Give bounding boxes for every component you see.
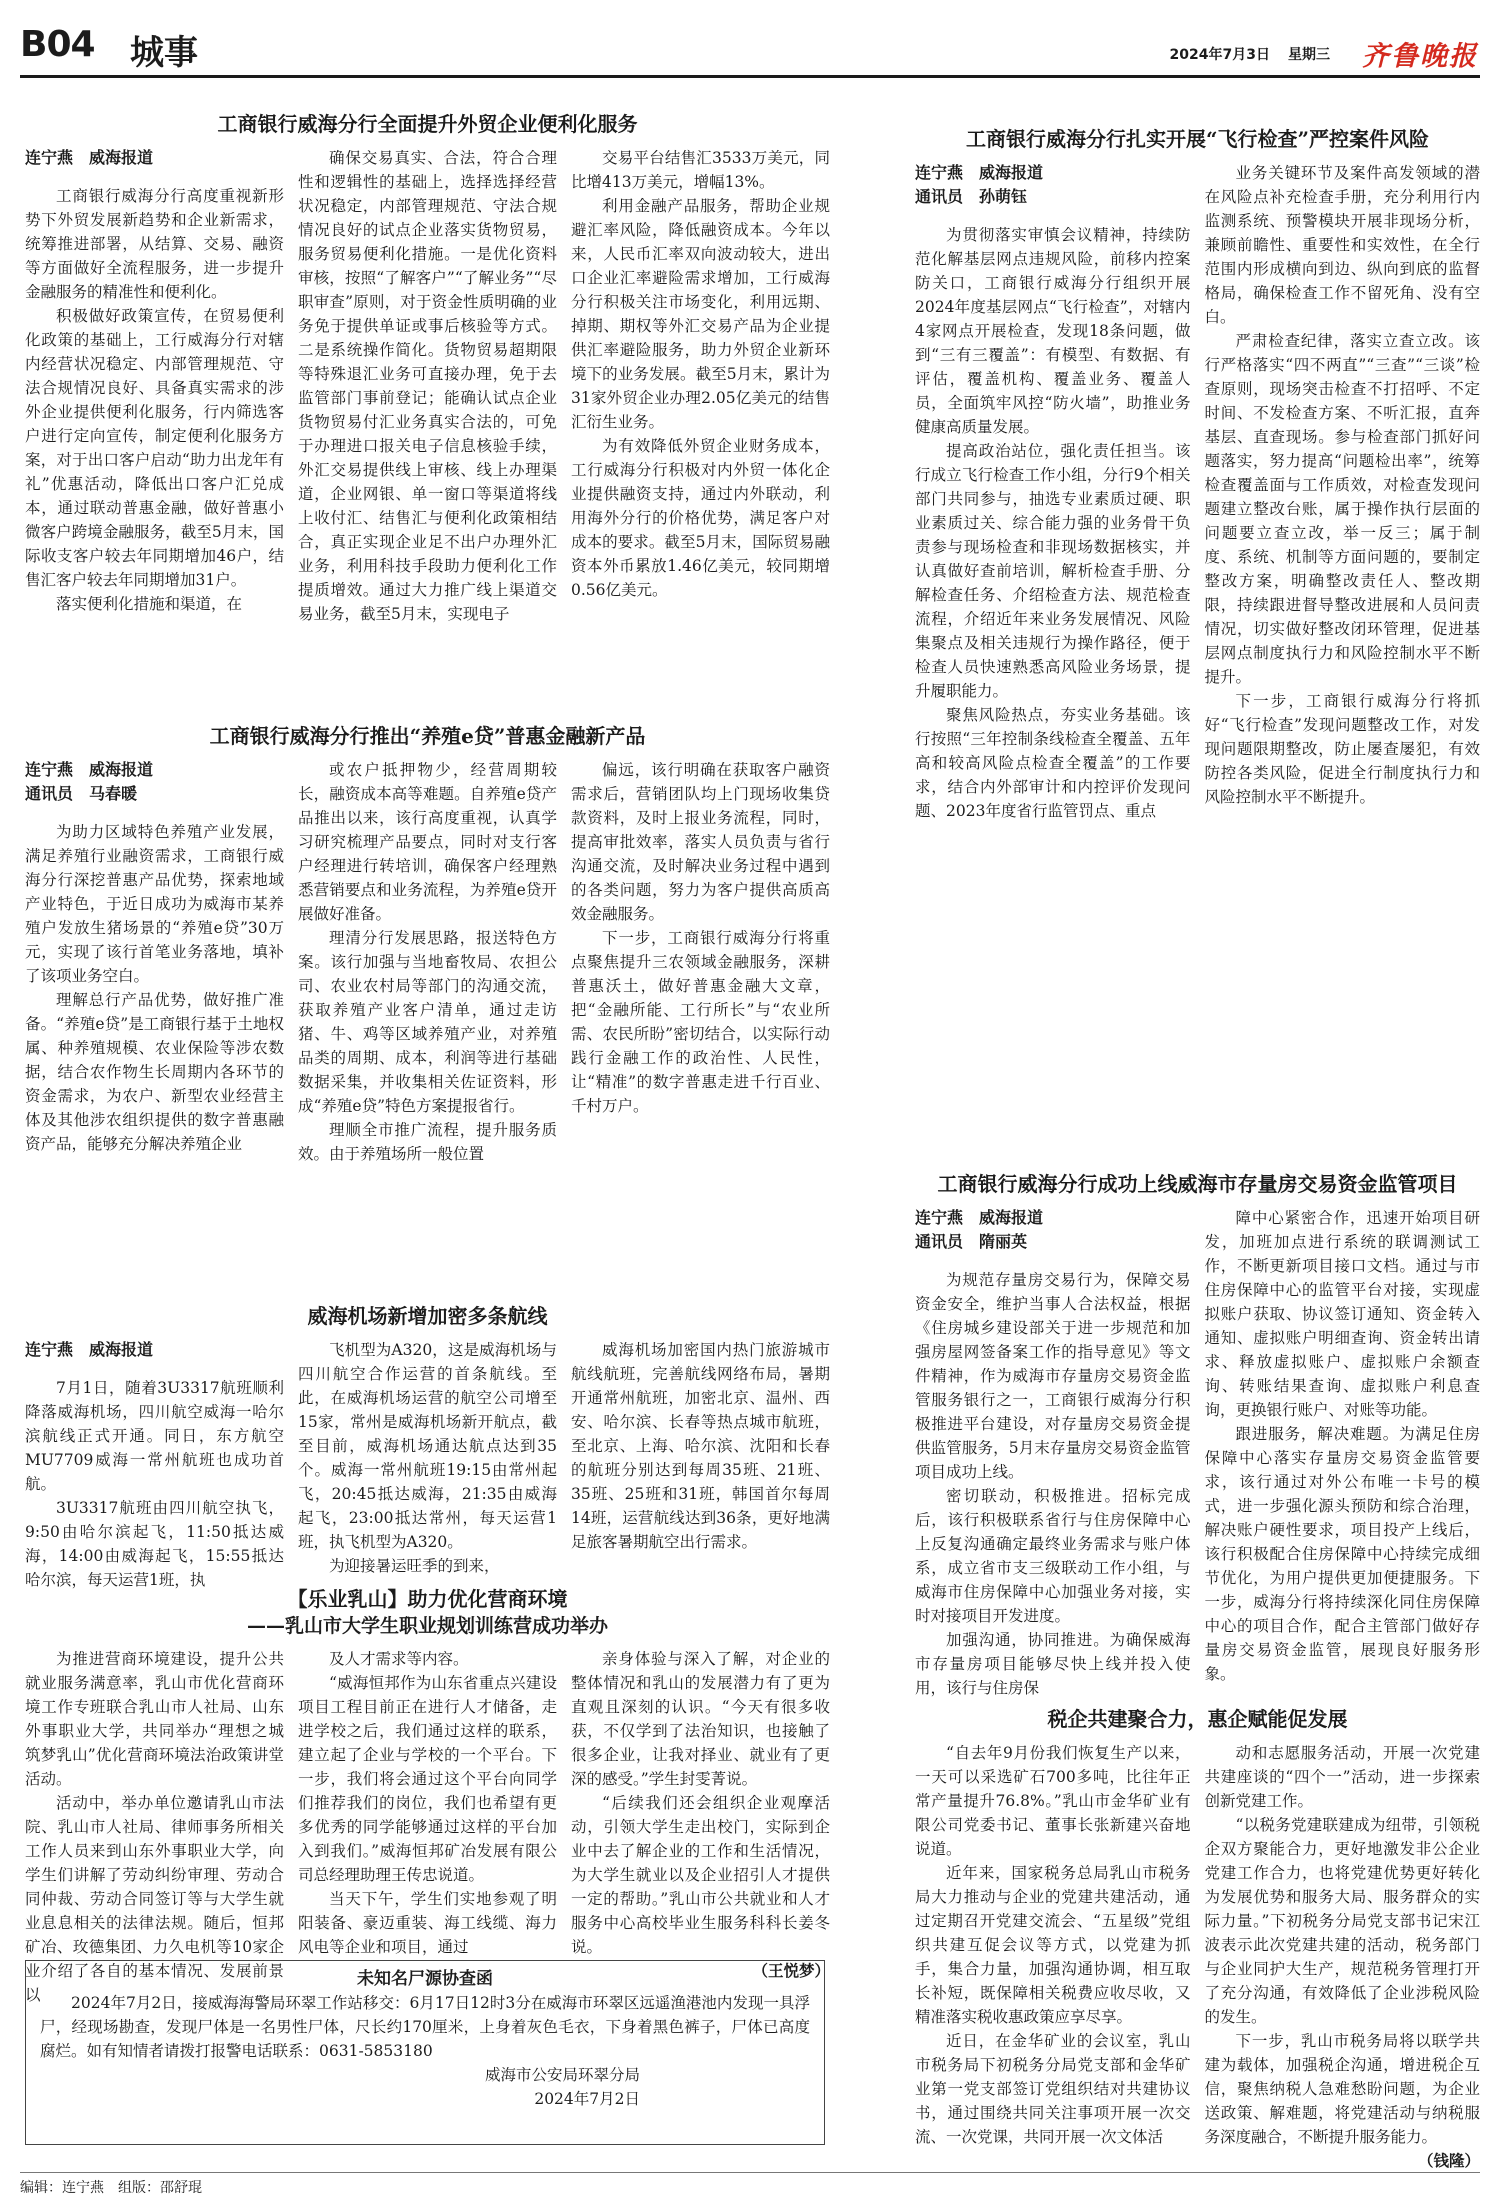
editor-credit: 编辑：连宁燕 组版：邵舒琨	[20, 2180, 202, 2196]
article-column	[298, 146, 557, 626]
article-tax-enterprise	[915, 1705, 1480, 2170]
article-signature: （钱隆）	[1417, 2151, 1480, 2170]
article-title: 工商银行威海分行推出“养殖e贷”普惠金融新产品	[209, 724, 646, 748]
article-paragraph: 密切联动，积极推进。招标完成后，该行积极联系省行与住房保障中心上反复沟通确定最终业务需求与账户体系，成立省市支三级联动工作小组，与威海市住房保障中心加强业务对接，实时对接项目开发进度。	[915, 1487, 1191, 1625]
article-title: 威海机场新增加密多条航线	[307, 1304, 548, 1328]
article-paragraph: 理解总行产品优势，做好推广准备。“养殖e贷”是工商银行基于土地权属、种养殖规模、农业保险等涉农数据，结合农作物生长周期内各环节的资金需求，为农户、新型农业经营主体及其他涉农组织提供的数字普惠融资产品，能够充分解决养殖企业	[25, 991, 284, 1153]
article-column	[915, 161, 1191, 823]
article-columns	[25, 1338, 830, 1592]
article-paragraph: 利用金融产品服务，帮助企业规避汇率风险，降低融资成本。今年以来，人民币汇率双向波动较大，进出口企业汇率避险需求增加，工行威海分行积极关注市场变化，利用远期、掉期、期权等外汇交易产品为企业提供汇率避险服务，助力外贸企业新环境下的业务发展。截至5月末，累计为31家外贸企业办理2.05亿美元的结售汇衍生业务。	[571, 197, 830, 431]
article-column	[298, 1338, 557, 1592]
article-paragraph: 障中心紧密合作，迅速开始项目研发，加班加点进行系统的联调测试工作，不断更新项目接口文档。通过与市住房保障中心的监管平台对接，实现虚拟账户获取、协议签订通知、资金转入通知、虚拟账户明细查询、资金转出请求、释放虚拟账户、虚拟账户余额查询、转账结果查询、虚拟账户利息查询，更换银行账户、对账等功能。	[1204, 1209, 1480, 1419]
article-paragraph: 为迎接暑运旺季的到来，	[329, 1557, 500, 1575]
article-title: 【乐业乳山】助力优化营商环境	[287, 1587, 568, 1611]
article-paragraph: 3U3317航班由四川航空执飞，9:50由哈尔滨起飞，11:50抵达威海，14:00由威海起飞，15:55抵达哈尔滨，每天运营1班，执	[25, 1499, 284, 1589]
article-paragraph: “后续我们还会组织企业观摩活动，引领大学生走出校门，实际到企业中去了解企业的工作和生活情况，为大学生就业以及企业招引人才提供一定的帮助。”乳山市公共就业和人才服务中心高校毕业生服务科科长姜冬说。	[571, 1794, 830, 1956]
article-column	[1205, 1206, 1481, 1700]
article-columns	[25, 1647, 830, 2007]
article-paragraph: 或农户抵押物少，经营周期较长，融资成本高等难题。自养殖e贷产品推出以来，该行高度重视，认真学习研究梳理产品要点，同时对支行客户经理进行转培训，确保客户经理熟悉营销要点和业务流程，为养殖e贷开展做好准备。	[298, 761, 557, 923]
article-columns	[915, 1206, 1480, 1700]
article-paragraph: 业务关键环节及案件高发领域的潜在风险点补充检查手册，充分利用行内监测系统、预警模块开展非现场分析，兼顾前瞻性、重要性和实效性，在全行范围内形成横向到边、纵向到底的监督格局，确保检查工作不留死角、没有空白。	[1204, 164, 1480, 326]
article-paragraph: 为规范存量房交易行为，保障交易资金安全，维护当事人合法权益，根据《住房城乡建设部关于进一步规范和加强房屋网签备案工作的指导意见》等文件精神，作为威海市存量房交易资金监管服务银行之一，工商银行威海分行积极推进平台建设，对存量房交易资金提供监管服务，5月末存量房交易资金监管项目成功上线。	[915, 1271, 1191, 1481]
article-column	[25, 758, 284, 1166]
article-paragraph: 落实便利化措施和渠道，在	[56, 595, 243, 613]
article-column	[25, 146, 284, 626]
article-paragraph: 理顺全市推广流程，提升服务质效。由于养殖场所一般位置	[298, 1121, 557, 1163]
newspaper-masthead: 齐鲁晚报	[1362, 41, 1478, 72]
article-columns	[915, 161, 1480, 823]
article-subtitle: ——乳山市大学生职业规划训练营成功举办	[246, 1615, 608, 1637]
article-paragraph: 亲身体验与深入了解，对企业的整体情况和乳山的发展潜力有了更为直观且深刻的认识。“今天有很多收获，不仅学到了法治知识，也接触了很多企业，让我对择业、就业有了更深的感受。”学生封雯菁说。	[571, 1650, 830, 1788]
article-paragraph: 为推进营商环境建设，提升公共就业服务满意率，乳山市优化营商环境工作专班联合乳山市人社局、山东外事职业大学，共同举办“理想之城 筑梦乳山”优化营商环境法治政策讲堂活动。	[25, 1650, 300, 1788]
article-airport-routes	[25, 1302, 830, 1589]
article-paragraph: 及人才需求等内容。	[329, 1650, 469, 1668]
article-column	[915, 1741, 1191, 2173]
notice-date: 2024年7月2日	[534, 2090, 640, 2108]
article-column	[915, 1206, 1191, 1700]
article-byline: 通讯员 孙萌钰	[915, 187, 1028, 206]
article-title: 税企共建聚合力，惠企赋能促发展	[1047, 1707, 1348, 1731]
article-column	[571, 1338, 830, 1592]
article-breeding-loan	[25, 722, 830, 1292]
article-paragraph: 下一步，乳山市税务局将以联学共建为载体，加强税企沟通，增进税企互信，聚焦纳税人急难愁盼问题，为企业送政策、解难题，将党建活动与纳税服务深度融合，不断提升服务能力。	[1204, 2032, 1480, 2146]
article-paragraph: 提高政治站位，强化责任担当。该行成立飞行检查工作小组，分行9个相关部门共同参与，抽选专业素质过硬、职业素质过关、综合能力强的业务骨干负责参与现场检查和非现场数据核实，并认真做好查前培训，解析检查手册、分解检查任务、介绍检查方法、规范检查流程，介绍近年来业务发展情况、风险集聚点及相关违规行为操作路径，便于检查人员快速熟悉高风险业务场景，提升履职能力。	[915, 442, 1191, 700]
page-footer	[20, 2172, 1480, 2197]
article-paragraph: 跟进服务，解决难题。为满足住房保障中心落实存量房交易资金监管要求，该行通过对外公布唯一卡号的模式，进一步强化源头预防和综合治理，解决账户硬性要求，项目投产上线后，该行积极配合住房保障中心持续完成细节优化，为用户提供更加便捷服务。下一步，威海分行将持续深化同住房保障中心的项目合作，配合主管部门做好存量房交易资金监管，展现良好服务形象。	[1204, 1425, 1480, 1683]
article-column	[571, 1647, 830, 2007]
article-title: 工商银行威海分行成功上线威海市存量房交易资金监管项目	[937, 1172, 1458, 1196]
article-paragraph: 积极做好政策宣传，在贸易便利化政策的基础上，工行威海分行对辖内经营状况稳定、内部管理规范、守法合规情况良好、具备真实需求的涉外企业提供便利化服务，行内筛选客户进行定向宣传，制定便利化服务方案，对于出口客户启动“助力出龙年有礼”优惠活动，降低出口客户汇兑成本，通过联动普惠金融，做好普惠小微客户跨境金融服务，截至5月末，国际收支客户较去年同期增加46户，结售汇客户较去年同期增加31户。	[25, 307, 284, 589]
notice-title: 未知名尸源协查函	[357, 1969, 493, 1989]
article-housing-fund	[915, 1170, 1480, 1697]
article-paragraph: 严肃检查纪律，落实立查立改。该行严格落实“四不两直”“三查”“三谈”检查原则，现场突击检查不打招呼、不定时间、不发检查方案、不听汇报，直奔基层、直查现场。参与检查部门抓好问题落实，努力提高“问题检出率”，统筹检查覆盖面与工作质效，对检查发现问题建立整改台账，属于操作执行层面的问题要立查立改，举一反三；属于制度、系统、机制等方面问题的，要制定整改方案，明确整改责任人、整改期限，持续跟进督导整改进展和人员问责情况，切实做好整改闭环管理，促进基层网点制度执行力和风险控制水平不断提升。	[1204, 332, 1480, 686]
article-column	[571, 146, 830, 626]
article-paragraph: 确保交易真实、合法，符合合理性和逻辑性的基础上，选择选择经营状况稳定，内部管理规范、守法合规情况良好的试点企业落实货物贸易，服务贸易便利化措施。一是优化资料审核，按照“了解客户”“了解业务”“尽职审查”原则，对于资金性质明确的业务免于提供单证或事后核验等方式。二是系统操作简化。货物贸易超期限等特殊退汇业务可直接办理，免于去监管部门事前登记；能确认试点企业货物贸易付汇业务真实合法的，可免于办理进口报关电子信息核验手续，外汇交易提供线上审核、线上办理渠道，企业网银、单一窗口等渠道将线上收付汇、结售汇与便利化政策相结合，真正实现企业足不出户办理外汇业务，利用科技手段助力便利化工作提质增效。通过大力推广线上渠道交易业务，截至5月末，实现电子	[298, 149, 557, 623]
article-title: 工商银行威海分行扎实开展“飞行检查”严控案件风险	[965, 127, 1429, 151]
page-number: B04	[20, 24, 95, 65]
notice-issuer: 威海市公安局环翠分局	[484, 2066, 640, 2084]
article-paragraph: 动和志愿服务活动，开展一次党建共建座谈的“四个一”活动，进一步探索创新党建工作。	[1204, 1744, 1480, 1810]
issue-date: 2024年7月3日	[1169, 47, 1270, 63]
article-paragraph: 交易平台结售汇3533万美元，同比增413万美元，增幅13%。	[571, 149, 830, 191]
article-paragraph: 工商银行威海分行高度重视新形势下外贸发展新趋势和企业新需求，统筹推进部署，从结算、交易、融资等方面做好全流程服务，进一步提升金融服务的精准性和便利化。	[25, 187, 284, 301]
article-paragraph: 活动中，举办单位邀请乳山市法院、乳山市人社局、律师事务所相关工作人员来到山东外事职业大学，向学生们讲解了劳动纠纷审理、劳动合同仲裁、劳动合同签订等与大学生就业息息相关的法律法规。随后，恒邦矿冶、玫德集团、力久电机等10家企业介绍了各自的基本情况、发展前景以	[25, 1794, 284, 2004]
article-column	[298, 758, 557, 1166]
article-paragraph: 为助力区域特色养殖产业发展，满足养殖行业融资需求，工商银行威海分行深挖普惠产品优势，探索地域产业特色，于近日成功为威海市某养殖户发放生猪场景的“养殖e贷”30万元，实现了该行首笔业务落地，填补了该项业务空白。	[25, 823, 284, 985]
article-paragraph: 当天下午，学生们实地参观了明阳装备、豪迈重装、海工线缆、海力风电等企业和项目，通过	[298, 1890, 557, 1956]
page-header	[20, 20, 1480, 78]
article-columns	[25, 758, 830, 1166]
article-column	[25, 1338, 284, 1592]
article-byline: 连宁燕 威海报道	[915, 163, 1044, 182]
article-byline: 连宁燕 威海报道	[25, 1340, 154, 1359]
article-paragraph: 近年来，国家税务总局乳山市税务局大力推动与企业的党建共建活动，通过定期召开党建交流会、“五星级”党组织共建互促会议等方式，以党建为抓手，集合力量，加强沟通协调，相互取长补短，既保障相关税费应收尽收，又精准落实税收惠政策应享尽享。	[915, 1864, 1191, 2026]
issue-weekday: 星期三	[1288, 47, 1330, 63]
article-paragraph: 为贯彻落实审慎会议精神，持续防范化解基层网点违规风险，前移内控案防关口，工商银行威海分行组织开展2024年度基层网点“飞行检查”，对辖内4家网点开展检查，发现18条问题，做到“三有三覆盖”：有模型、有数据、有评估，覆盖机构、覆盖业务、覆盖人员，全面筑牢风控“防火墙”，助推业务健康高质量发展。	[915, 226, 1191, 436]
article-columns	[915, 1741, 1480, 2173]
section-title: 城事	[130, 33, 198, 73]
article-byline: 通讯员 隋丽英	[915, 1232, 1028, 1251]
article-paragraph: “以税务党建联建成为纽带，引领税企双方聚能合力，更好地激发非公企业党建工作合力，也将党建优势更好转化为发展优势和服务大局、服务群众的实际力量。”下初税务分局党支部书记宋江波表示此次党建共建的活动，税务部门与企业同护大生产，规范税务管理打开了充分沟通，有效降低了企业涉税风险的发生。	[1204, 1816, 1480, 2026]
article-flight-inspection	[915, 125, 1480, 1155]
article-paragraph: 下一步，工商银行威海分行将重点聚焦提升三农领域金融服务，深耕普惠沃土，做好普惠金融大文章，把“金融所能、工行所长”与“农业所需、农民所盼”密切结合，以实际行动践行金融工作的政治性、人民性，让“精准”的数字普惠走进千行百业、千村万户。	[571, 929, 830, 1115]
article-title: 工商银行威海分行全面提升外贸企业便利化服务	[217, 112, 638, 136]
article-paragraph: 下一步，工商银行威海分行将抓好“飞行检查”发现问题整改工作，对发现问题限期整改，防止屡查屡犯，有效防控各类风险，促进全行制度执行力和风险控制水平不断提升。	[1204, 692, 1480, 806]
article-byline: 通讯员 马春暖	[25, 784, 138, 803]
article-paragraph: 威海机场加密国内热门旅游城市航线航班，完善航线网络布局，暑期开通常州航班，加密北京、温州、西安、哈尔滨、长春等热点城市航班，至北京、上海、哈尔滨、沈阳和长春的航班分别达到每周35班、21班、35班、25班和31班，韩国首尔每周14班，运营航线达到36条，更好地满足旅客暑期航空出行需求。	[571, 1341, 830, 1551]
article-column	[1205, 1741, 1481, 2173]
article-column	[25, 1647, 300, 2007]
article-columns	[25, 146, 830, 626]
article-column	[298, 1647, 557, 2007]
article-signature: （王悦梦）	[752, 1961, 830, 1980]
article-paragraph: 飞机型为A320，这是威海机场与四川航空合作运营的首条航线。至此，在威海机场运营的航空公司增至15家，常州是威海机场新开航点，截至目前，威海机场通达航点达到35个。威海一常州航班19:15由常州起飞，20:45抵达威海，21:35由威海起飞，23:00抵达常州，每天运营1班，执飞机型为A320。	[298, 1341, 557, 1551]
article-paragraph: 聚焦风险热点，夯实业务基础。该行按照“三年控制条线检查全覆盖、五年高和较高风险点检查全覆盖”的工作要求，结合内外部审计和内控评价发现问题、2023年度省行监管罚点、重点	[915, 706, 1191, 820]
article-paragraph: 理清分行发展思路，报送特色方案。该行加强与当地畜牧局、农担公司、农业农村局等部门的沟通交流，获取养殖产业客户清单，通过走访猪、牛、鸡等区域养殖产业，对养殖品类的周期、成本，利润等进行基础数据采集，并收集相关佐证资料，形成“养殖e贷”特色方案提报省行。	[298, 929, 557, 1115]
notice-body: 2024年7月2日，接威海海警局环翠工作站移交：6月17日12时3分在威海市环翠区远遥渔港池内发现一具浮尸，经现场勘查，发现尸体是一名男性尸体，尺长约170厘米，上身着灰色毛衣，下身着黑色裤子，尸体已高度腐烂。如有知情者请拨打报警电话联系：0631-5853180	[40, 1994, 810, 2060]
article-paragraph: 7月1日，随着3U3317航班顺利降落威海机场，四川航空威海一哈尔滨航线正式开通。同日，东方航空MU7709威海一常州航班也成功首航。	[25, 1379, 284, 1493]
article-paragraph: 近日，在金华矿业的会议室，乳山市税务局下初税务分局党支部和金华矿业第一党支部签订党组织结对共建协议书，通过围绕共同关注事项开展一次交流、一次党课，共同开展一次文体活	[915, 2032, 1191, 2146]
unidentified-body-notice	[25, 1960, 825, 2145]
article-paragraph: 偏远，该行明确在获取客户融资需求后，营销团队均上门现场收集贷款资料，及时上报业务流程，同时，提高审批效率，落实人员负责与省行沟通交流，及时解决业务过程中遇到的各类问题，努力为客户提供高质高效金融服务。	[571, 761, 830, 923]
article-paragraph: 加强沟通，协同推进。为确保威海市存量房项目能够尽快上线并投入使用，该行与住房保	[915, 1631, 1191, 1697]
article-paragraph: “自去年9月份我们恢复生产以来，一天可以采选矿石700多吨，比往年正常产量提升76.8%。”乳山市金华矿业有限公司党委书记、董事长张新建兴奋地说道。	[915, 1744, 1191, 1858]
article-foreign-trade	[25, 110, 830, 710]
article-column	[571, 758, 830, 1166]
article-byline: 连宁燕 威海报道	[25, 760, 154, 779]
article-paragraph: “威海恒邦作为山东省重点兴建设项目工程目前正在进行人才储备，走进学校之后，我们通过这样的联系，建立起了企业与学校的一个平台。下一步，我们将会通过这个平台向同学们推荐我们的岗位，我们也希望有更多优秀的同学能够通过这样的平台加入到我们。”威海恒邦矿冶发展有限公司总经理助理王传忠说道。	[298, 1674, 557, 1884]
article-byline: 连宁燕 威海报道	[25, 148, 154, 167]
article-byline: 连宁燕 威海报道	[915, 1208, 1044, 1227]
article-column	[1205, 161, 1481, 823]
article-paragraph: 为有效降低外贸企业财务成本，工行威海分行积极对内外贸一体化企业提供融资支持，通过内外联动，利用海外分行的价格优势，满足客户对成本的要求。截至5月末，国际贸易融资本外币累放1.46亿美元，较同期增0.56亿美元。	[571, 437, 830, 599]
